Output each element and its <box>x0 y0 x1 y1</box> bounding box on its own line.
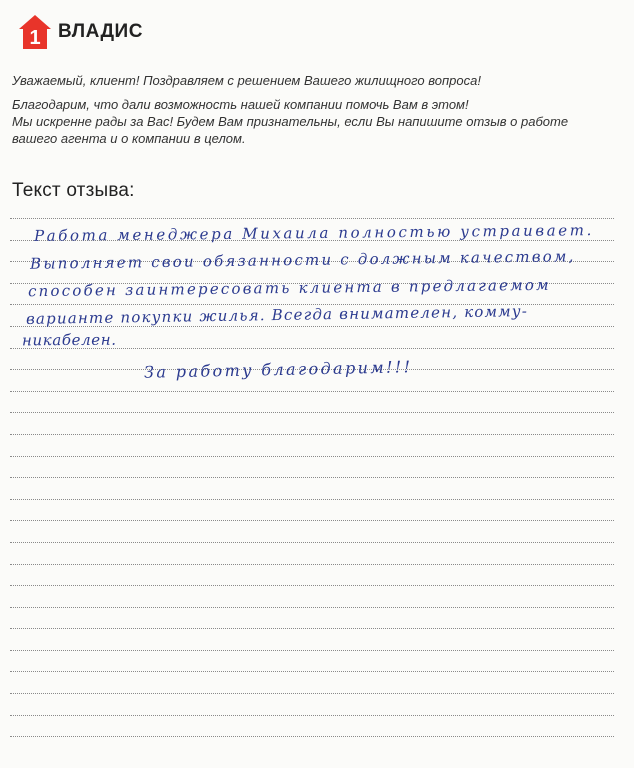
handwritten-line-3: способен заинтересовать клиента в предлагаемом <box>27 275 551 301</box>
handwritten-line-4: варианте покупки жилья. Всегда внимателен, комму- <box>25 302 529 328</box>
brand-name: ВЛАДИС <box>58 21 143 42</box>
intro-thanks-line: Благодарим, что дали возможность нашей компании помочь Вам в этом! <box>12 97 469 112</box>
intro-request-line-2: вашего агента и о компании в целом. <box>12 131 246 146</box>
handwritten-line-2: Выполняет свои обязанности с должным качеством, <box>29 247 576 273</box>
handwritten-line-6: За работу благодарим!!! <box>143 357 413 382</box>
logo-digit: 1 <box>29 27 41 49</box>
review-heading: Текст отзыва: <box>12 180 135 201</box>
intro-greeting: Уважаемый, клиент! Поздравляем с решением Вашего жилищного вопроса! <box>12 73 481 88</box>
intro-request-line: Мы искренне рады за Вас! Будем Вам признательны, если Вы напишите отзыв о работе <box>12 114 569 129</box>
handwritten-line-1: Работа менеджера Михаила полностью устраивает. <box>33 221 595 245</box>
handwritten-line-5: никабелен. <box>21 330 117 350</box>
